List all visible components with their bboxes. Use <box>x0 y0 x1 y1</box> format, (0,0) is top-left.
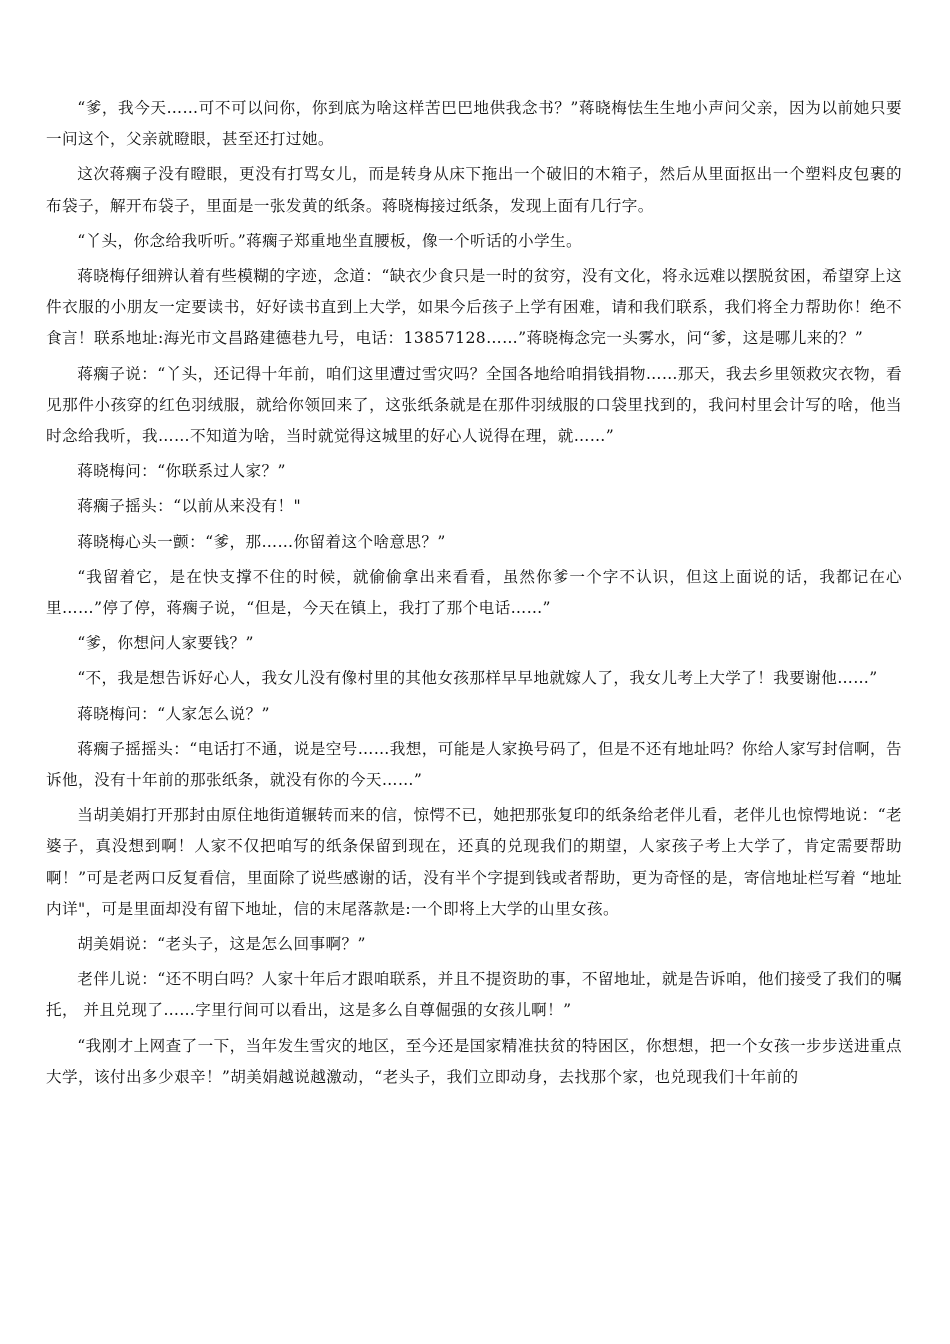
paragraph-17: “我刚才上网查了一下，当年发生雪灾的地区，至今还是国家精准扶贫的特困区，你想想，把一个女孩一步步送进重点大学，该付出多少艰辛！”胡美娟越说越激动，“老头子，我们立即动身，去找那个家，也兑现我们十年前的 <box>46 1036 902 1086</box>
paragraph-13: 蒋瘸子摇摇头：“电话打不通，说是空号……我想，可能是人家换号码了，但是不还有地址吗？你给人家写封信啊，告诉他，没有十年前的那张纸条，就没有你的今天……” <box>46 739 902 790</box>
paragraph-4: 蒋晓梅仔细辨认着有些模糊的字迹，念道：“缺衣少食只是一时的贫穷，没有文化，将永远难以摆脱贫困，希望穿上这件衣服的小朋友一定要读书，好好读书直到上大学，如果今后孩子上学有困难，请和我们联系，我们将全力帮助你！绝不食言！联系地址:海光市文昌路建德巷九号，电话：13857128……”蒋晓梅念完一头雾水，问“爹，这是哪儿来的？” <box>46 267 902 348</box>
paragraph-8: 蒋晓梅心头一颤：“爹，那……你留着这个啥意思？” <box>77 532 446 551</box>
paragraph-11: “不，我是想告诉好心人，我女儿没有像村里的其他女孩那样早早地就嫁人了，我女儿考上大学了！我要谢他……” <box>77 669 878 688</box>
paragraph-7: 蒋瘸子摇头：“以前从来没有！" <box>77 497 302 516</box>
paragraph-14: 当胡美娟打开那封由原住地街道辗转而来的信，惊愕不已，她把那张复印的纸条给老伴儿看，老伴儿也惊愕地说：“老婆子，真没想到啊！人家不仅把咱写的纸条保留到现在，还真的兑现我们的期望，人家孩子考上大学了，肯定需要帮助啊！”可是老两口反复看信，里面除了说些感谢的话，没有半个字提到钱或者帮助，更为奇怪的是，寄信地址栏写着 “地址内详"，可是里面却没有留下地址，信的末尾落款是:一个即将上大学的山里女孩。 <box>46 806 902 918</box>
paragraph-15: 胡美娟说：“老头子，这是怎么回事啊？” <box>77 935 366 954</box>
paragraph-5: 蒋瘸子说：“丫头，还记得十年前，咱们这里遭过雪灾吗？全国各地给咱捐钱捐物……那天，我去乡里领救灾衣物，看见那件小孩穿的红色羽绒服，就给你领回来了，这张纸条就是在那件羽绒服的口袋里找到的，我问村里会计写的啥，他当时念给我听，我……不知道为啥，当时就觉得这城里的好心人说得在理，就……” <box>46 364 902 446</box>
paragraph-12: 蒋晓梅问：“人家怎么说？” <box>77 704 270 723</box>
paragraph-1: “爹，我今天……可不可以问你，你到底为啥这样苦巴巴地供我念书？”蒋晓梅怯生生地小声问父亲，因为以前她只要一问这个，父亲就瞪眼，甚至还打过她。 <box>46 99 902 149</box>
paragraph-3: “丫头，你念给我听听。”蒋瘸子郑重地坐直腰板，像一个听话的小学生。 <box>77 231 582 250</box>
document-page <box>46 93 902 1097</box>
paragraph-9: “我留着它，是在快支撑不住的时候，就偷偷拿出来看看，虽然你爹一个字不认识，但这上面说的话，我都记在心里……”停了停，蒋瘸子说，“但是，今天在镇上，我打了那个电话……” <box>46 567 902 618</box>
paragraph-6: 蒋晓梅问：“你联系过人家？” <box>77 462 286 481</box>
paragraph-16: 老伴儿说：“还不明白吗？人家十年后才跟咱联系，并且不提资助的事，不留地址，就是告诉咱，他们接受了我们的嘱托， 并且兑现了……字里行间可以看出，这是多么自尊倔强的女孩儿啊！” <box>46 970 902 1020</box>
paragraph-10: “爹，你想问人家要钱？” <box>77 634 254 653</box>
paragraph-2: 这次蒋瘸子没有瞪眼，更没有打骂女儿，而是转身从床下拖出一个破旧的木箱子，然后从里面抠出一个塑料皮包裹的布袋子，解开布袋子，里面是一张发黄的纸条。蒋晓梅接过纸条，发现上面有几行字。 <box>46 165 902 215</box>
